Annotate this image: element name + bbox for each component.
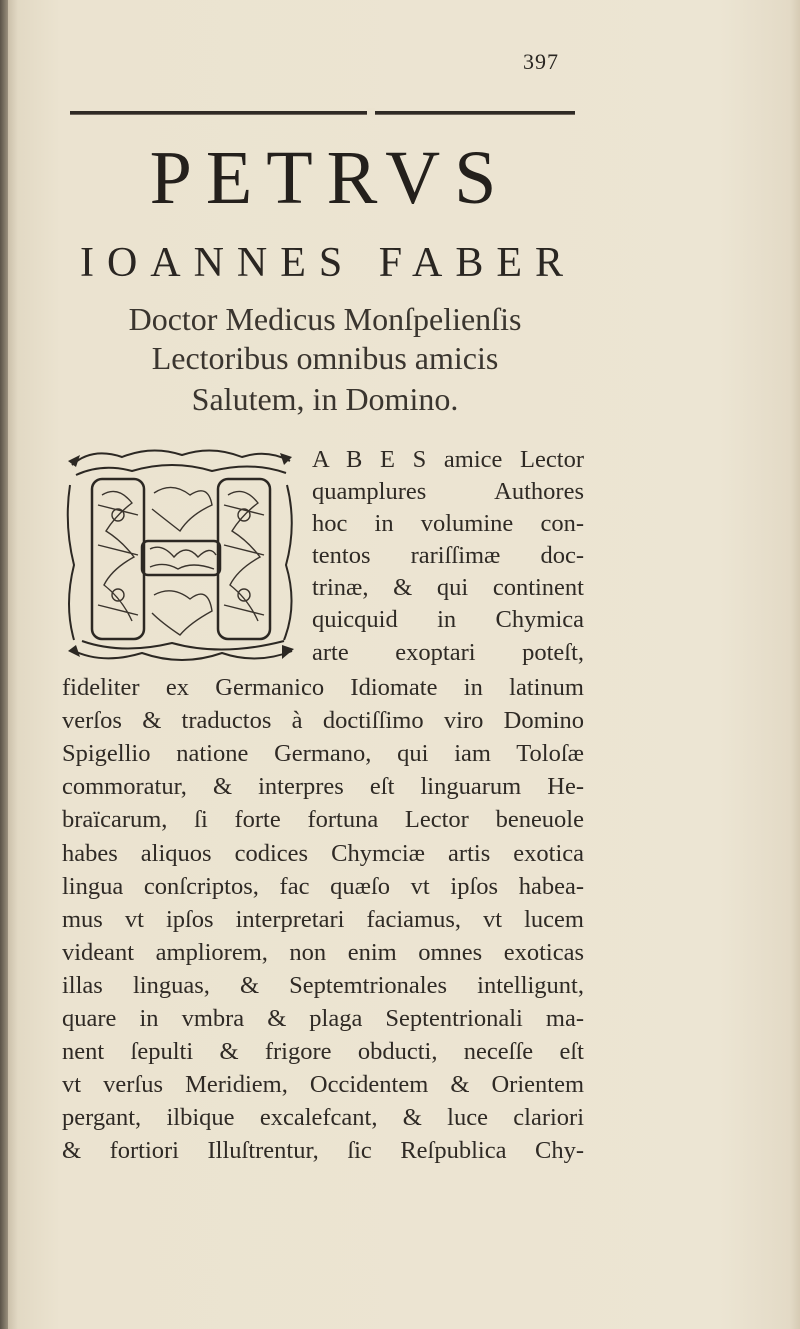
text-line: quicquid in Chymica — [312, 606, 584, 633]
header-rule-break — [367, 108, 375, 117]
text-line: & fortiori Illuſtrentur, ſic Reſpublica Chy- — [62, 1137, 584, 1164]
text-line: pergant, ilbique excalefcant, & luce clariori — [62, 1104, 584, 1131]
text-line: lingua conſcriptos, fac quæſo vt ipſos habea- — [62, 873, 584, 900]
text-line: mus vt ipſos interpretari faciamus, vt lucem — [62, 906, 584, 933]
subtitle-address: Lectoribus omnibus amicis — [151, 340, 499, 376]
text-line: nent ſepulti & frigore obducti, neceſſe eſt — [62, 1038, 584, 1065]
subtitle-profession: Doctor Medicus Monſpelienſis — [128, 301, 522, 337]
title-full-name: IOANNES FABER — [79, 240, 577, 286]
text-line: videant ampliorem, non enim omnes exoticas — [62, 939, 584, 966]
text-line: trinæ, & qui continent — [312, 574, 584, 601]
text-line: Spigellio natione Germano, qui iam Toloſæ — [62, 740, 584, 767]
text-line: A B E S amice Lector — [312, 446, 584, 473]
text-line: hoc in volumine con- — [312, 510, 584, 537]
text-line: quamplures Authores — [312, 478, 584, 505]
text-line: arte exoptari poteſt, — [312, 639, 584, 666]
page-number: 397 — [523, 49, 559, 74]
text-line: illas linguas, & Septemtrionales intelligunt, — [62, 972, 584, 999]
decorated-initial-ornament — [62, 445, 300, 667]
decorated-initial — [62, 445, 300, 667]
text-line: fideliter ex Germanico Idiomate in latinum — [62, 674, 584, 701]
text-line: quare in vmbra & plaga Septentrionali ma- — [62, 1005, 584, 1032]
page-gutter-edge — [0, 0, 8, 1329]
text-line: tentos rariſſimæ doc- — [312, 542, 584, 569]
subtitle-salutation: Salutem, in Domino. — [191, 381, 459, 417]
text-line: vt verſus Meridiem, Occidentem & Orientem — [62, 1071, 584, 1098]
header-rule — [70, 111, 575, 115]
text-line: habes aliquos codices Chymciæ artis exotica — [62, 840, 584, 867]
title-first-name: PETRVS — [149, 136, 511, 220]
text-line: verſos & traductos à doctiſſimo viro Domino — [62, 707, 584, 734]
text-line: braïcarum, ſi forte fortuna Lector beneuole — [62, 806, 584, 833]
text-line: commoratur, & interpres eſt linguarum He- — [62, 773, 584, 800]
